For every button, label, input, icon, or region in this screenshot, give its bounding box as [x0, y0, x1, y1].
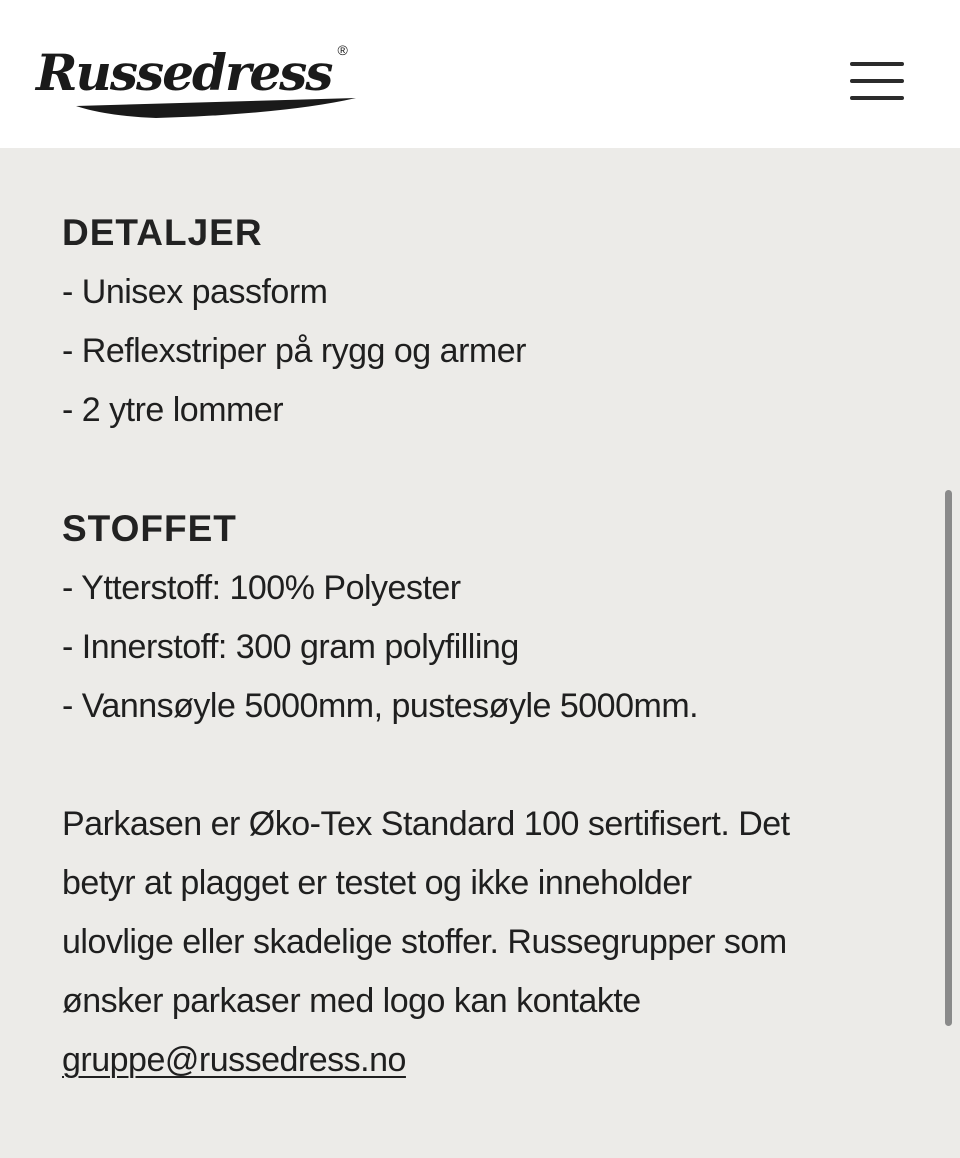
logo-text: Russedress: [36, 43, 332, 102]
site-header: [0, 0, 960, 148]
certification-text: Parkasen er Øko-Tex Standard 100 sertifisert. Det: [62, 805, 790, 843]
fabric-item: - Innerstoff: 300 gram polyfilling: [62, 628, 519, 666]
product-description: [62, 203, 942, 1090]
registered-mark: ®: [337, 42, 348, 58]
details-item: - 2 ytre lommer: [62, 391, 284, 429]
certification-text: ønsker parkaser med logo kan kontakte: [62, 982, 641, 1020]
certification-text: ulovlige eller skadelige stoffer. Russegrupper som: [62, 923, 787, 961]
fabric-heading: STOFFET: [62, 508, 237, 549]
fabric-item: - Ytterstoff: 100% Polyester: [62, 569, 461, 607]
russedress-logo[interactable]: [36, 40, 348, 120]
contact-email-link[interactable]: gruppe@russedress.no: [62, 1041, 406, 1079]
details-item: - Reflexstriper på rygg og armer: [62, 332, 526, 370]
hamburger-menu-icon[interactable]: [848, 58, 906, 104]
fabric-item: - Vannsøyle 5000mm, pustesøyle 5000mm.: [62, 687, 699, 725]
details-item: - Unisex passform: [62, 273, 328, 311]
certification-text: betyr at plagget er testet og ikke inneholder: [62, 864, 692, 902]
details-heading: DETALJER: [62, 212, 263, 253]
scrollbar[interactable]: [945, 490, 952, 1026]
